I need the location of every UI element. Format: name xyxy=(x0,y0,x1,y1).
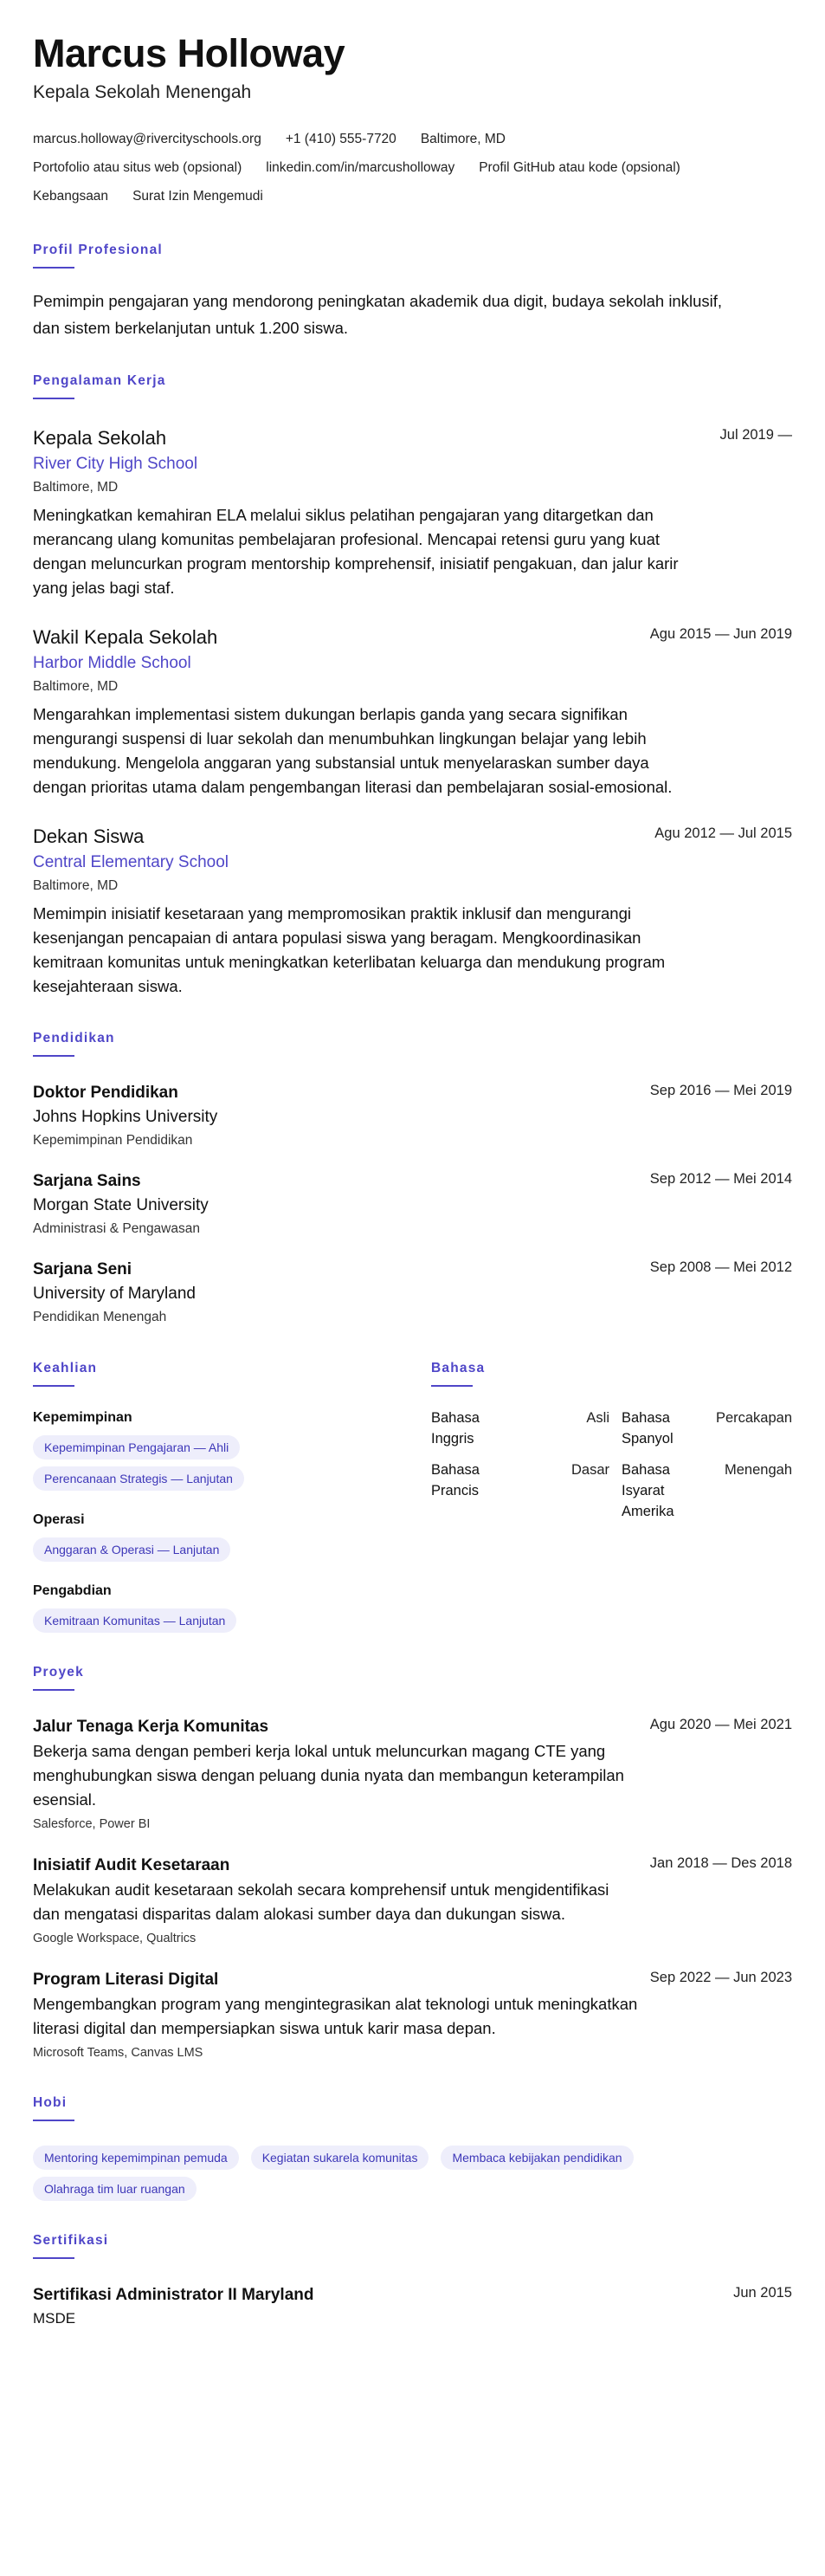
section-divider xyxy=(33,398,74,399)
section-title: Pengalaman Kerja xyxy=(33,373,166,388)
section-title: Sertifikasi xyxy=(33,2233,109,2248)
language-item xyxy=(622,1408,792,1449)
education-entry xyxy=(33,1169,792,1240)
education-degree: Doktor Pendidikan xyxy=(33,1084,178,1102)
project-entry xyxy=(33,1968,792,2063)
education-degree: Sarjana Sains xyxy=(33,1172,141,1190)
section-divider xyxy=(33,2257,74,2259)
section-divider xyxy=(33,2120,74,2121)
project-date: Sep 2022 — Jun 2023 xyxy=(649,1970,792,1985)
skill-group xyxy=(33,1581,431,1633)
section-divider xyxy=(33,1385,74,1387)
language-name: Bahasa Inggris xyxy=(431,1410,480,1447)
job-company: Central Elementary School xyxy=(33,853,229,871)
project-entry xyxy=(33,1854,792,1949)
contact-info xyxy=(33,125,792,210)
certification-date: Jun 2015 xyxy=(733,2285,792,2301)
project-description: Mengembangkan program yang mengintegrasikan alat teknologi untuk meningkatkan literasi digital dan mempersiapkan siswa untuk karir masa depan. xyxy=(33,1995,638,2037)
project-tech: Salesforce, Power BI xyxy=(33,1817,151,1831)
contact-email[interactable]: marcus.holloway@rivercityschools.org xyxy=(33,132,261,146)
language-item xyxy=(622,1460,792,1522)
education-school: Johns Hopkins University xyxy=(33,1108,218,1126)
section-divider xyxy=(33,1055,74,1057)
certification-entry xyxy=(33,2283,792,2330)
education-entry xyxy=(33,1081,792,1152)
contact-phone[interactable]: +1 (410) 555-7720 xyxy=(285,132,396,146)
certification-issuer: MSDE xyxy=(33,2310,76,2327)
language-level: Dasar xyxy=(570,1462,609,1478)
profile-summary: Pemimpin pengajaran yang mendorong peningkatan akademik dua digit, budaya sekolah inklusif, dan sistem berkelanjutan untuk 1.200 siswa. xyxy=(33,292,723,337)
section-title: Bahasa xyxy=(431,1361,486,1375)
candidate-name: Marcus Holloway xyxy=(33,31,345,75)
skills-languages-row xyxy=(33,1358,792,1633)
profile-section xyxy=(33,240,792,341)
skill-category: Kepemimpinan xyxy=(33,1410,132,1425)
skill-tag: Anggaran & Operasi — Lanjutan xyxy=(33,1537,230,1562)
language-level: Menengah xyxy=(725,1462,792,1478)
section-divider xyxy=(33,267,74,269)
language-name: Bahasa Spanyol xyxy=(622,1410,674,1447)
contact-portfolio[interactable]: Portofolio atau situs web (opsional) xyxy=(33,160,242,175)
education-school: University of Maryland xyxy=(33,1285,196,1303)
skills-section xyxy=(33,1358,431,1633)
candidate-headline: Kepala Sekolah Menengah xyxy=(33,82,252,102)
skill-category: Operasi xyxy=(33,1512,85,1527)
section-title: Hobi xyxy=(33,2095,68,2110)
contact-location: Baltimore, MD xyxy=(420,132,506,146)
hobby-tag: Kegiatan sukarela komunitas xyxy=(251,2146,429,2170)
project-date: Agu 2020 — Mei 2021 xyxy=(649,1717,792,1732)
section-divider xyxy=(431,1385,473,1387)
job-entry xyxy=(33,824,792,999)
language-level: Asli xyxy=(586,1410,609,1426)
project-name: Jalur Tenaga Kerja Komunitas xyxy=(33,1718,269,1736)
hobbies-section xyxy=(33,2093,792,2201)
education-field: Administrasi & Pengawasan xyxy=(33,1221,200,1236)
contact-github[interactable]: Profil GitHub atau kode (opsional) xyxy=(479,160,680,175)
education-section xyxy=(33,1028,792,1329)
language-list xyxy=(431,1408,792,1522)
project-description: Bekerja sama dengan pemberi kerja lokal untuk meluncurkan magang CTE yang menghubungkan siswa dengan peluang dunia nyata dan membangun keterampilan esensial. xyxy=(33,1742,624,1809)
hobby-tag: Mentoring kepemimpinan pemuda xyxy=(33,2146,239,2170)
hobby-tag: Olahraga tim luar ruangan xyxy=(33,2177,197,2201)
skill-tag: Kemitraan Komunitas — Lanjutan xyxy=(33,1608,236,1633)
job-date: Jul 2019 — xyxy=(719,427,792,443)
project-tech: Google Workspace, Qualtrics xyxy=(33,1932,197,1945)
job-title: Dekan Siswa xyxy=(33,825,145,847)
language-name: Bahasa Isyarat Amerika xyxy=(622,1462,674,1519)
section-title: Proyek xyxy=(33,1665,84,1680)
section-divider xyxy=(33,1689,74,1691)
project-description: Melakukan audit kesetaraan sekolah secara komprehensif untuk mengidentifikasi dan mengatasi disparitas dalam alokasi sumber daya dan dukungan siswa. xyxy=(33,1880,609,1923)
language-item xyxy=(431,1408,622,1449)
project-name: Inisiatif Audit Kesetaraan xyxy=(33,1856,230,1874)
education-school: Morgan State University xyxy=(33,1196,209,1214)
job-location: Baltimore, MD xyxy=(33,878,119,893)
job-company: River City High School xyxy=(33,455,198,473)
section-title: Profil Profesional xyxy=(33,243,163,257)
contact-license: Surat Izin Mengemudi xyxy=(132,189,263,204)
skill-group xyxy=(33,1510,431,1562)
section-title: Keahlian xyxy=(33,1361,98,1375)
job-location: Baltimore, MD xyxy=(33,679,119,694)
job-description: Meningkatkan kemahiran ELA melalui siklus pelatihan pengajaran yang ditargetkan dan merancang ulang komunitas pembelajaran profesional. Mencapai retensi guru yang kuat dengan meluncurkan program mentorship komprehensif, inisiatif pengakuan, dan jalur karir yang jelas bagi staf. xyxy=(33,506,679,597)
education-field: Kepemimpinan Pendidikan xyxy=(33,1133,193,1148)
job-date: Agu 2015 — Jun 2019 xyxy=(649,626,792,642)
resume-header xyxy=(33,29,792,210)
job-description: Memimpin inisiatif kesetaraan yang mempromosikan praktik inklusif dan mengurangi kesenjangan pencapaian di antara populasi siswa yang beragam. Mengkoordinasikan kemitraan komunitas untuk meningkatkan keterlibatan keluarga dan mendukung program kesejahteraan siswa. xyxy=(33,904,666,995)
job-entry xyxy=(33,625,792,799)
job-title: Wakil Kepala Sekolah xyxy=(33,626,218,648)
project-tech: Microsoft Teams, Canvas LMS xyxy=(33,2046,203,2060)
language-item xyxy=(431,1460,622,1522)
education-entry xyxy=(33,1258,792,1329)
hobby-list xyxy=(33,2139,743,2201)
education-date: Sep 2012 — Mei 2014 xyxy=(649,1171,792,1187)
skill-category: Pengabdian xyxy=(33,1583,112,1598)
languages-section xyxy=(431,1358,792,1633)
certifications-section xyxy=(33,2230,792,2330)
section-title: Pendidikan xyxy=(33,1031,115,1045)
education-date: Sep 2008 — Mei 2012 xyxy=(649,1259,792,1275)
education-degree: Sarjana Seni xyxy=(33,1260,132,1278)
job-description: Mengarahkan implementasi sistem dukungan berlapis ganda yang secara signifikan mengurangi suspensi di luar sekolah dan menumbuhkan lingkungan belajar yang lebih mendukung. Mengelola anggaran yang substansial untuk menyelaraskan sumber daya dengan prioritas utama dalam pengembangan literasi dan pembelajaran sosial-emosional. xyxy=(33,705,673,796)
project-date: Jan 2018 — Des 2018 xyxy=(649,1855,792,1871)
job-entry xyxy=(33,425,792,600)
language-name: Bahasa Prancis xyxy=(431,1462,480,1498)
job-location: Baltimore, MD xyxy=(33,480,119,495)
education-field: Pendidikan Menengah xyxy=(33,1310,167,1324)
contact-linkedin[interactable]: linkedin.com/in/marcusholloway xyxy=(266,160,455,175)
job-company: Harbor Middle School xyxy=(33,654,191,672)
project-name: Program Literasi Digital xyxy=(33,1971,219,1989)
project-entry xyxy=(33,1715,792,1835)
language-level: Percakapan xyxy=(715,1410,792,1426)
job-date: Agu 2012 — Jul 2015 xyxy=(654,825,792,841)
skill-group xyxy=(33,1408,431,1491)
contact-nationality: Kebangsaan xyxy=(33,189,109,204)
skill-tag: Perencanaan Strategis — Lanjutan xyxy=(33,1466,244,1491)
certification-name: Sertifikasi Administrator II Maryland xyxy=(33,2286,314,2304)
education-date: Sep 2016 — Mei 2019 xyxy=(649,1083,792,1098)
job-title: Kepala Sekolah xyxy=(33,427,167,449)
experience-section xyxy=(33,371,792,999)
projects-section xyxy=(33,1662,792,2063)
skill-tag: Kepemimpinan Pengajaran — Ahli xyxy=(33,1435,240,1460)
hobby-tag: Membaca kebijakan pendidikan xyxy=(441,2146,633,2170)
